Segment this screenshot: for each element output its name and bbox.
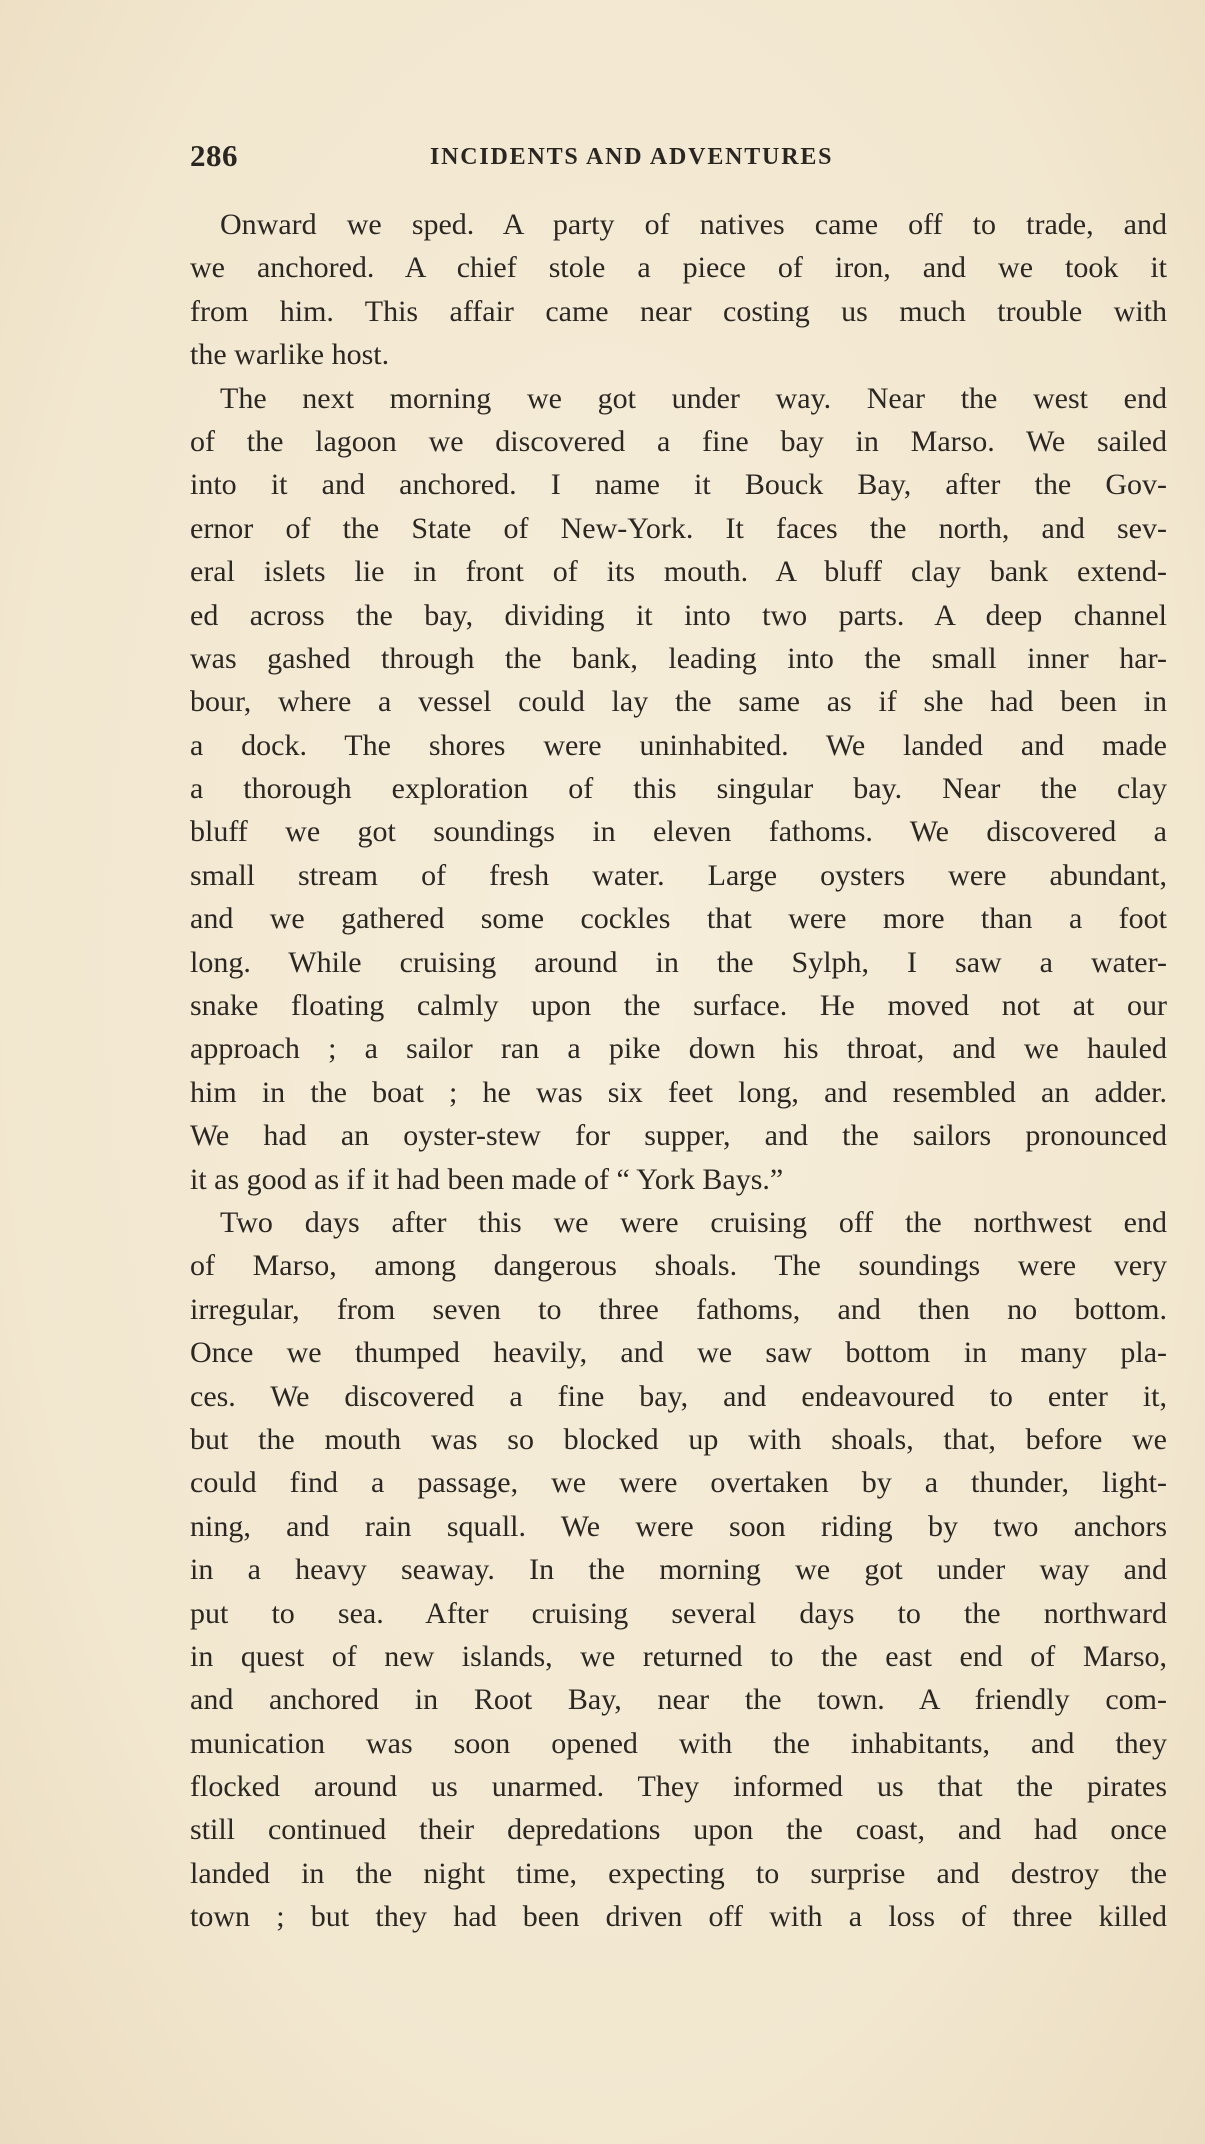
page-header	[190, 138, 930, 178]
text-line: landed in the night time, expecting to surprise and destroy the	[190, 1856, 1167, 1890]
text-line: Two days after this we were cruising off the northwest end	[220, 1205, 1167, 1239]
text-line: and we gathered some cockles that were more than a foot	[190, 902, 1167, 936]
text-line: still continued their depredations upon the coast, and had once	[190, 1813, 1167, 1847]
text-line: ed across the bay, dividing it into two parts. A deep channel	[190, 598, 1167, 632]
text-line: and anchored in Root Bay, near the town. A friendly com-	[190, 1683, 1167, 1717]
text-line: Once we thumped heavily, and we saw bottom in many pla-	[190, 1336, 1167, 1370]
text-line: into it and anchored. I name it Bouck Bay, after the Gov-	[190, 468, 1167, 502]
text-line: of Marso, among dangerous shoals. The soundings were very	[190, 1249, 1167, 1283]
text-line: small stream of fresh water. Large oysters were abundant,	[190, 858, 1167, 892]
text-line: but the mouth was so blocked up with shoals, that, before we	[190, 1422, 1167, 1456]
page-number: 286	[190, 138, 238, 173]
text-line: irregular, from seven to three fathoms, and then no bottom.	[190, 1292, 1167, 1326]
text-line: was gashed through the bank, leading into the small inner har-	[190, 641, 1167, 675]
text-line: bour, where a vessel could lay the same as if she had been in	[190, 685, 1167, 719]
text-line: We had an oyster-stew for supper, and the sailors pronounced	[190, 1119, 1167, 1153]
text-line: The next morning we got under way. Near the west end	[220, 381, 1167, 415]
text-line: in a heavy seaway. In the morning we got under way and	[190, 1553, 1167, 1587]
text-line: snake floating calmly upon the surface. He moved not at our	[190, 989, 1167, 1023]
text-line: ces. We discovered a fine bay, and endeavoured to enter it,	[190, 1379, 1167, 1413]
text-line: flocked around us unarmed. They informed us that the pirates	[190, 1770, 1167, 1804]
text-line: ernor of the State of New-York. It faces the north, and sev-	[190, 511, 1167, 545]
text-line: long. While cruising around in the Sylph, I saw a water-	[190, 945, 1167, 979]
text-line: a dock. The shores were uninhabited. We landed and made	[190, 728, 1167, 762]
body-text	[190, 203, 1167, 1939]
running-title: INCIDENTS AND ADVENTURES	[430, 144, 834, 170]
text-line: him in the boat ; he was six feet long, and resembled an adder.	[190, 1075, 1167, 1109]
text-line: of the lagoon we discovered a fine bay in Marso. We sailed	[190, 424, 1167, 458]
text-line: it as good as if it had been made of “ York Bays.”	[190, 1162, 784, 1196]
text-line: put to sea. After cruising several days to the northward	[190, 1596, 1167, 1630]
text-line: approach ; a sailor ran a pike down his throat, and we hauled	[190, 1032, 1167, 1066]
text-line: we anchored. A chief stole a piece of iron, and we took it	[190, 251, 1167, 285]
text-line: ning, and rain squall. We were soon riding by two anchors	[190, 1509, 1167, 1543]
text-line: eral islets lie in front of its mouth. A bluff clay bank extend-	[190, 555, 1167, 589]
text-line: could find a passage, we were overtaken by a thunder, light-	[190, 1466, 1167, 1500]
text-line: bluff we got soundings in eleven fathoms. We discovered a	[190, 815, 1167, 849]
text-line: from him. This affair came near costing us much trouble with	[190, 294, 1167, 328]
text-line: the warlike host.	[190, 338, 390, 372]
text-line: in quest of new islands, we returned to the east end of Marso,	[190, 1639, 1167, 1673]
text-line: a thorough exploration of this singular bay. Near the clay	[190, 772, 1167, 806]
text-line: munication was soon opened with the inhabitants, and they	[190, 1726, 1167, 1760]
text-line: town ; but they had been driven off with a loss of three killed	[190, 1900, 1167, 1934]
text-line: Onward we sped. A party of natives came off to trade, and	[220, 208, 1167, 241]
